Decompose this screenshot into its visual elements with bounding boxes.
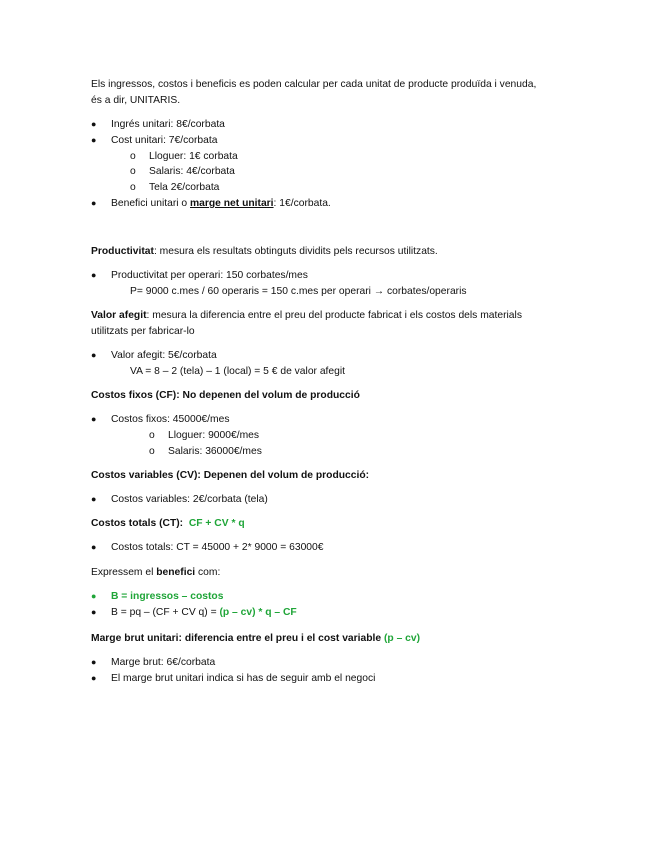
intro-line-1: Els ingressos, costos i beneficis es poden calcular per cada unitat de producte produïda i venuda, <box>91 79 537 90</box>
intro-line-2: és a dir, UNITARIS. <box>91 95 181 106</box>
valor-afegit-item: Valor afegit: 5€/corbata <box>111 350 217 361</box>
bullet-icon: ● <box>91 494 97 504</box>
salaris-unitari: Salaris: 4€/corbata <box>149 166 235 177</box>
bullet-icon: ● <box>91 607 97 617</box>
benefici-formula-1 <box>111 590 223 603</box>
benefici-intro <box>91 566 220 579</box>
productivitat-formula: P= 9000 c.mes / 60 operaris = 150 c.mes per operari → corbates/operaris <box>130 286 467 297</box>
costos-variables-item: Costos variables: 2€/corbata (tela) <box>111 494 268 505</box>
circle-bullet-icon: o <box>130 166 136 177</box>
benefici-term: benefici <box>156 567 196 578</box>
circle-bullet-icon: o <box>149 430 155 441</box>
costos-variables-heading <box>91 469 369 482</box>
cost-unitari: Cost unitari: 7€/corbata <box>111 135 218 146</box>
costos-totals-heading <box>91 517 245 530</box>
costos-totals-formula: CF + CV * q <box>188 518 245 529</box>
bullet-icon: ● <box>91 135 97 145</box>
circle-bullet-icon: o <box>149 446 155 457</box>
valor-afegit-definition: : mesura la diferencia entre el preu del producte fabricat i els costos dels materials <box>146 310 522 321</box>
circle-bullet-icon: o <box>130 182 136 193</box>
productivitat-term: Productivitat <box>91 246 154 257</box>
valor-afegit-formula: VA = 8 – 2 (tela) – 1 (local) = 5 € de valor afegit <box>130 366 346 377</box>
marge-brut-note: El marge brut unitari indica si has de seguir amb el negoci <box>111 673 376 684</box>
marge-brut-title: Marge brut unitari: diferencia entre el preu i el cost variable <box>91 633 382 644</box>
productivitat-definition: : mesura els resultats obtinguts dividits pels recursos utilitzats. <box>153 246 438 257</box>
benefici-unitari-value: : 1€/corbata. <box>273 198 331 209</box>
bullet-icon: ● <box>91 198 97 208</box>
ingres-unitari: Ingrés unitari: 8€/corbata <box>111 119 225 130</box>
valor-afegit-term: Valor afegit <box>91 310 147 321</box>
marge-brut-heading <box>91 632 420 645</box>
costos-fixos-title: Costos fixos (CF): No depenen del volum de producció <box>91 390 360 401</box>
valor-afegit-definition-cont: utilitzats per fabricar-lo <box>91 326 195 337</box>
benefici-formula-1-text: B = ingressos – costos <box>111 591 224 602</box>
productivitat-item: Productivitat per operari: 150 corbates/mes <box>111 270 308 281</box>
benefici-intro-pre: Expressem el <box>91 567 157 578</box>
bullet-icon: ● <box>91 673 97 683</box>
bullet-icon: ● <box>91 542 97 552</box>
costos-totals-item: Costos totals: CT = 45000 + 2* 9000 = 63000€ <box>111 542 324 553</box>
productivitat-heading <box>91 245 438 258</box>
benefici-formula-2 <box>111 606 297 619</box>
costos-fixos-heading <box>91 389 360 402</box>
costos-totals-title: Costos totals (CT): <box>91 518 184 529</box>
bullet-icon: ● <box>91 350 97 360</box>
costos-fixos-salaris: Salaris: 36000€/mes <box>168 446 262 457</box>
benefici-unitari-label: Benefici unitari o <box>111 198 190 209</box>
bullet-icon: ● <box>91 591 97 601</box>
benefici-unitari <box>111 197 331 210</box>
benefici-formula-2-result: (p – cv) * q – CF <box>219 607 297 618</box>
costos-fixos-lloguer: Lloguer: 9000€/mes <box>168 430 260 441</box>
valor-afegit-heading <box>91 309 522 322</box>
costos-variables-title: Costos variables (CV): Depenen del volum de producció: <box>91 470 370 481</box>
benefici-formula-2-pre: B = pq – (CF + CV q) = <box>111 607 220 618</box>
bullet-icon: ● <box>91 270 97 280</box>
marge-brut-item: Marge brut: 6€/corbata <box>111 657 216 668</box>
circle-bullet-icon: o <box>130 151 136 162</box>
marge-net-unitari-term: marge net unitari <box>190 198 274 209</box>
benefici-intro-post: com: <box>195 567 221 578</box>
tela-unitari: Tela 2€/corbata <box>149 182 220 193</box>
costos-fixos-item: Costos fixos: 45000€/mes <box>111 414 230 425</box>
bullet-icon: ● <box>91 657 97 667</box>
marge-brut-formula: (p – cv) <box>384 633 421 644</box>
bullet-icon: ● <box>91 414 97 424</box>
lloguer-unitari: Lloguer: 1€ corbata <box>149 151 238 162</box>
bullet-icon: ● <box>91 119 97 129</box>
